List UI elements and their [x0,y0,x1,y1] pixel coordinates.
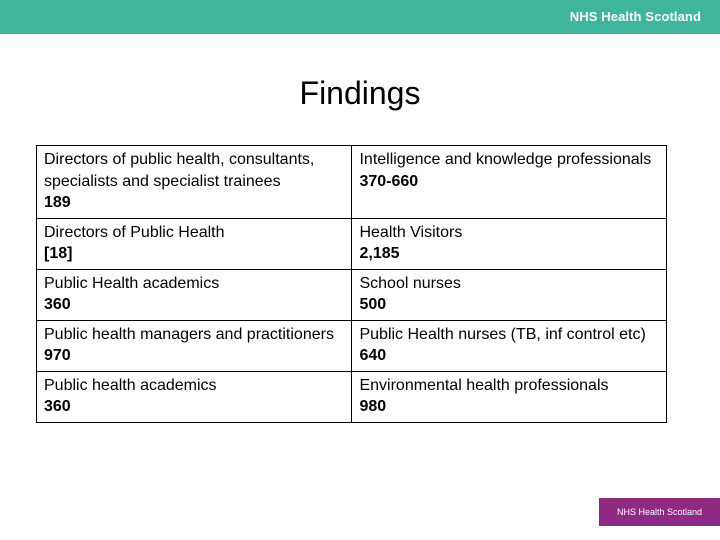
table-cell [37,218,352,269]
table-cell [37,146,352,219]
cell-value: [18] [44,245,73,262]
cell-value: 360 [44,398,71,415]
table-row [37,269,667,320]
table-row [37,218,667,269]
table-row [37,146,667,219]
table-cell [352,371,667,422]
footer-logo-text: NHS Health Scotland [616,507,703,517]
table-cell [352,269,667,320]
table-cell [352,146,667,219]
table-row [37,320,667,371]
cell-value: 980 [359,398,387,415]
page-title: Findings [299,75,421,111]
cell-label: Environmental health professionals [359,376,609,394]
cell-label: Public health academics [44,376,217,394]
cell-value: 640 [359,347,387,364]
cell-label: Public Health academics [44,274,220,292]
cell-value: 970 [44,347,71,364]
cell-value: 2,185 [359,245,400,262]
cell-label: Directors of Public Health [44,223,225,241]
table-cell [37,320,352,371]
table-cell [37,371,352,422]
cell-label: Directors of public health, consultants, specialists and specialist trainees [44,151,315,190]
cell-value: 500 [359,296,387,313]
findings-table [36,145,667,423]
cell-label: Public health managers and practitioners [44,325,334,343]
table-cell [37,269,352,320]
cell-value: 189 [44,194,71,211]
table-cell [352,218,667,269]
top-banner [0,0,720,34]
brand-logo: NHS Health Scotland [569,9,701,24]
cell-label: School nurses [359,274,461,292]
footer-logo [599,498,720,526]
cell-label: Public Health nurses (TB, inf control etc) [359,325,646,343]
cell-value: 370-660 [359,172,419,190]
cell-label: Intelligence and knowledge professionals [359,151,652,168]
table-row [37,371,667,422]
cell-label: Health Visitors [359,223,463,241]
cell-value: 360 [44,296,71,313]
table-cell [352,320,667,371]
